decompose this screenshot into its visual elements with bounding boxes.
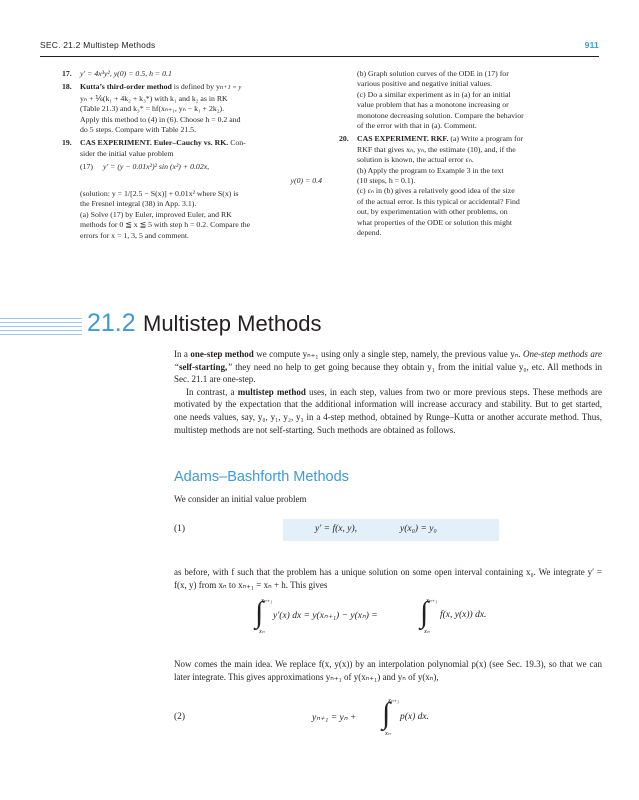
problem-19-c: (c) Do a similar experiment as in (a) for an initial value problem that has a monotone increasing or monotone decreasing solution. Compare the behavior of the error with that in (a). Comment. xyxy=(357,89,524,131)
running-header-section: SEC. 21.2 Multistep Methods xyxy=(40,40,156,50)
right-problem-column xyxy=(339,69,601,239)
problem-18: 18. Kutta’s third-order method is defined by yn+1 = y yₙ + ⅙(k₁ + 4k₂ + k₃*) with k₁ and k₂ as in RK (Table 21.3) and k₃* = hf(xₙ₊₁, yₙ − k₁ + 2k₂). Apply this method to (4) in (6). Choose h = 0.2 and do 5 steps. Compare with Table 21.5. xyxy=(62,82,242,135)
section-number: 21.2 xyxy=(87,309,136,337)
problem-20: 20. CAS EXPERIMENT. RKF. (a) Write a program for RKF that gives xₙ, yₙ, the estimate (10), and, if the solution is known, the actual error εₙ. (b) Apply the program to Example 3 in the text (10 steps, h = 0.1). (c) εₙ in (b) gives a relatively good idea of the size of the actual error. Is this typical or accidental? Find out, by experimentation with other problems, on what properties of the ODE or solution this might depend. xyxy=(339,134,524,238)
problem-19-b: (b) Graph solution curves of the ODE in (17) for various positive and negative initial values. xyxy=(357,69,509,89)
problem-19: 19. CAS EXPERIMENT. Euler–Cauchy vs. RK. Con- sider the initial value problem (17) y′ = (y − 0.01x²)² sin (x²) + 0.02x, y(0) = 0.4 (solution: y = 1/[2.5 − S(x)] + 0.01x² where S(x) is the Fresnel integral (38) in App. 3.1). (a) Solve (17) by Euler, improved Euler, and RK methods for 0 ≦ x ≦ 5 with step h = 0.2. Compare the errors for x = 1, 3, 5 and comment. xyxy=(62,138,322,240)
equation-2-label: (2) xyxy=(174,712,186,722)
section-title: Multistep Methods xyxy=(143,311,322,336)
integral-sign-icon: ∫ xyxy=(382,697,391,730)
after-equation-1-text: as before, with f such that the problem has a unique solution on some open interval containing x₀. We integrate y′ = f(x, y) from xₙ to xₙ₊₁ = xₙ + h. This gives xyxy=(174,567,602,590)
integral-identity: xₙ₊₁ ∫ xₙ y′(x) dx = y(xₙ₊₁) − y(xₙ) = xₙ₊₁ ∫ xₙ f(x, y(x)) dx. xyxy=(255,596,487,635)
intro-paragraph-1: In a one-step method we compute yₙ₊₁ using only a single step, namely, the previous value yₙ. One-step methods are “self-starting,” they need no help to get going because they obtain y₁ from the initial value y₀, etc. All methods in Sec. 21.1 are one-step. xyxy=(174,349,602,385)
equation-1-label: (1) xyxy=(174,524,186,534)
header-rule xyxy=(40,56,599,57)
intro-paragraph-2: In contrast, a multistep method uses, in each step, values from two or more previous steps. These methods are motivated by the expectation that the additional information will increase accuracy and stability. But to get started, one needs values, say, y₀, y₁, y₂, y₃ in a 4-step method, obtained by Runge–Kutta or another accurate method. Thus, multistep methods are not self-starting. Such methods are obtained as follows. xyxy=(174,386,603,435)
subsection-title: Adams–Bashforth Methods xyxy=(174,469,349,485)
problem-17: 17. y′ = 4x³y², y(0) = 0.5, h = 0.1 xyxy=(62,69,172,78)
section-title-rules xyxy=(0,318,82,340)
left-problem-column xyxy=(62,69,324,241)
equation-1-rhs: y(x₀) = y₀ xyxy=(400,524,437,534)
page-number: 911 xyxy=(584,40,599,50)
integral-sign-icon: ∫ xyxy=(420,596,429,629)
main-idea-text: Now comes the main idea. We replace f(x, y(x)) by an interpolation polynomial p(x) (see Sec. 19.3), so that we can later integrate. This gives approximations yₙ₊₁ of y(xₙ₊₁) and yₙ of y(xₙ), xyxy=(174,659,602,682)
running-header xyxy=(40,40,599,54)
intro-text xyxy=(174,348,602,436)
equation-1-lhs: y′ = f(x, y), xyxy=(315,524,357,534)
subsection-lead: We consider an initial value problem xyxy=(174,494,307,504)
integral-sign-icon: ∫ xyxy=(255,596,264,629)
equation-2: yₙ₊₁ = yₙ + xₙ₊₁ ∫ xₙ p(x) dx. xyxy=(312,697,430,737)
